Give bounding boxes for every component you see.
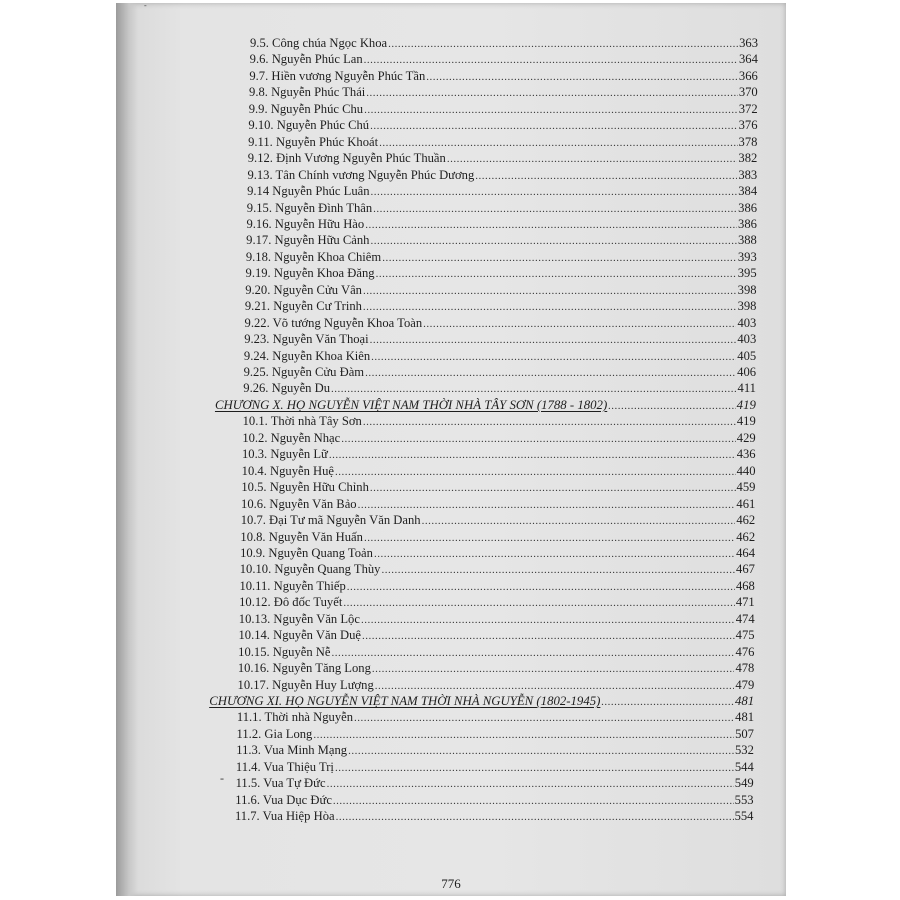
toc-entry-page: 419 (736, 397, 756, 412)
toc-entry-page: 507 (735, 726, 754, 741)
toc-entry-page: 398 (737, 299, 757, 314)
toc-entry-label: CHƯƠNG XI. HỌ NGUYỄN VIỆT NAM THỜI NHÀ NGUYỄN (1802-1945) (209, 694, 601, 708)
toc-entry-row (248, 117, 757, 134)
toc-entry-row (236, 742, 754, 759)
toc-entry-row (246, 265, 757, 282)
toc-entry-page: 395 (737, 266, 757, 281)
dot-leader (348, 743, 734, 760)
toc-entry-row (246, 249, 757, 266)
dot-leader (329, 447, 736, 464)
dot-leader (601, 694, 734, 711)
toc-entry-label: 10.3. Nguyễn Lữ (242, 447, 328, 462)
top-smudge-mark: - (144, 1, 147, 10)
toc-entry-row (238, 660, 755, 677)
dot-leader (341, 431, 736, 448)
toc-entry-label: 9.26. Nguyễn Du (243, 381, 331, 396)
toc-entry-page: 398 (737, 282, 757, 297)
dot-leader (372, 661, 735, 678)
toc-entry-page: 544 (734, 759, 754, 774)
toc-entry-page: 383 (738, 167, 758, 182)
dot-leader (331, 381, 737, 398)
toc-entry-row (239, 594, 755, 611)
toc-entry-row (242, 430, 755, 447)
dot-leader (364, 52, 738, 69)
dot-leader (327, 776, 734, 793)
toc-entry-label: 9.17. Nguyễn Hữu Cảnh (246, 233, 370, 248)
toc-entry-label: 10.11. Nguyễn Thiếp (239, 578, 346, 593)
toc-entry-label: 10.7. Đại Tư mã Nguyễn Văn Danh (240, 513, 421, 528)
dot-leader (335, 464, 736, 481)
toc-entry-label: 11.5. Vua Tự Đức (235, 776, 326, 791)
toc-entry-row (245, 282, 756, 299)
toc-entry-page: 372 (738, 101, 758, 116)
dot-leader (379, 135, 737, 152)
toc-chapter-row (209, 693, 754, 710)
toc-entry-row (236, 759, 754, 776)
toc-entry-label: 9.21. Nguyễn Cư Trinh (244, 299, 362, 314)
toc-entry-page: 462 (736, 529, 756, 544)
toc-entry-row (246, 216, 756, 233)
toc-entry-row (237, 709, 754, 726)
dot-leader (336, 809, 734, 826)
dot-leader (347, 579, 735, 596)
toc-entry-page: 386 (738, 200, 758, 215)
toc-entry-label: 9.23. Nguyễn Văn Thoại (244, 332, 369, 347)
toc-entry-label: 10.6. Nguyễn Văn Bảo (241, 496, 357, 511)
toc-chapter-row (215, 397, 756, 414)
toc-entry-label: 9.10. Nguyễn Phúc Chú (248, 118, 370, 133)
toc-entry-row (249, 101, 758, 118)
dot-leader (370, 118, 738, 135)
toc-entry-label: 9.20. Nguyễn Cửu Vân (245, 282, 362, 297)
toc-entry-label: 10.16. Nguyễn Tăng Long (237, 661, 371, 676)
toc-entry-label: 9.11. Nguyễn Phúc Khoát (248, 134, 379, 149)
toc-entry-page: 370 (738, 85, 758, 100)
toc-entry-label: 9.5. Công chúa Ngọc Khoa (250, 36, 388, 50)
dot-leader (361, 612, 735, 629)
dot-leader (363, 414, 736, 431)
toc-entry-label: 10.13. Nguyễn Văn Lộc (238, 611, 360, 626)
toc-entry-page: 475 (735, 628, 755, 643)
toc-entry-label: 10.2. Nguyễn Nhạc (242, 430, 341, 445)
toc-entry-row (248, 150, 758, 167)
dot-leader (422, 513, 736, 530)
toc-entry-page: 467 (736, 562, 755, 577)
toc-entry-page: 554 (734, 809, 754, 824)
toc-entry-page: 411 (737, 381, 756, 396)
toc-entry-row (241, 512, 755, 529)
toc-entry-row (241, 496, 755, 513)
dot-leader (373, 201, 737, 218)
toc-entry-page: 461 (736, 496, 756, 511)
toc-entry-row (247, 200, 757, 217)
toc-entry-row (236, 775, 754, 792)
toc-entry-row (247, 183, 757, 200)
toc-entry-page: 363 (739, 36, 758, 50)
toc-entry-row (244, 348, 756, 365)
toc-entry-row (242, 463, 756, 480)
toc-entry-label: 9.14 Nguyễn Phúc Luân (247, 184, 370, 199)
toc-entry-label: 11.6. Vua Dục Đức (235, 792, 332, 807)
dot-leader (332, 645, 735, 662)
toc-entry-label: 11.4. Vua Thiệu Trị (235, 759, 334, 774)
toc-entry-label: 9.6. Nguyễn Phúc Lan (249, 52, 363, 67)
toc-entry-label: 11.3. Vua Minh Mạng (236, 743, 348, 758)
dot-leader (362, 628, 735, 645)
dot-leader (313, 727, 734, 744)
toc-entry-page: 474 (735, 611, 755, 626)
toc-entry-label: 10.15. Nguyễn Nễ (238, 644, 331, 659)
toc-entry-label: 10.10. Nguyễn Quang Thùy (239, 562, 381, 577)
stray-ink-mark: - (220, 771, 224, 785)
toc-entry-row (246, 232, 757, 249)
toc-entry-page: 378 (738, 134, 758, 149)
toc-entry-page: 476 (735, 644, 755, 659)
page-number: 776 (441, 876, 461, 891)
toc-entry-label: 10.1. Thời nhà Tây Sơn (242, 414, 362, 429)
toc-entry-row (235, 792, 753, 809)
toc-entry-row (240, 561, 755, 578)
toc-entry-label: 11.1. Thời nhà Nguyễn (236, 710, 354, 725)
dot-leader (423, 316, 736, 333)
toc-entry-row (248, 134, 757, 151)
dot-leader (364, 530, 735, 547)
page-shadow-edge (116, 3, 138, 896)
toc-entry-row (235, 808, 754, 825)
toc-entry-label: 9.24. Nguyễn Khoa Kiên (243, 348, 371, 363)
dot-leader (363, 299, 737, 316)
toc-entry-label: 9.7. Hiền vương Nguyễn Phúc Tần (249, 68, 426, 83)
toc-entry-page: 406 (737, 365, 757, 379)
toc-entry-row (238, 644, 754, 661)
toc-entry-label: 9.22. Võ tướng Nguyễn Khoa Toàn (244, 315, 423, 330)
toc-entry-row (244, 364, 756, 381)
toc-entry-label: CHƯƠNG X. HỌ NGUYỄN VIỆT NAM THỜI NHÀ TÂY SƠN (1788 - 1802) (214, 397, 608, 412)
dot-leader (364, 102, 738, 119)
toc-entry-label: 10.5. Nguyễn Hữu Chỉnh (241, 480, 369, 495)
toc-entry-row (239, 578, 754, 595)
toc-entry-label: 9.15. Nguyễn Đình Thân (246, 200, 373, 215)
toc-entry-page: 468 (735, 578, 755, 593)
toc-entry-page: 384 (738, 184, 758, 199)
toc-entry-page: 366 (738, 68, 758, 83)
toc-entry-row (249, 84, 758, 101)
toc-entry-label: 10.9. Nguyễn Quang Toản (240, 545, 373, 560)
toc-entry-page: 440 (736, 463, 756, 478)
dot-leader (426, 69, 738, 86)
toc-entry-label: 9.19. Nguyễn Khoa Đăng (245, 266, 375, 281)
toc-entry-page: 393 (737, 249, 757, 264)
toc-entry-label: 9.9. Nguyễn Phúc Chu (248, 101, 364, 116)
dot-leader (381, 562, 735, 579)
toc-entry-page: 549 (734, 776, 754, 791)
toc-entry-page: 553 (734, 792, 754, 807)
toc-entry-row (243, 380, 756, 397)
toc-entry-row (250, 51, 758, 68)
dot-leader (366, 85, 738, 102)
toc-entry-row (241, 479, 755, 496)
toc-entry-row (245, 298, 757, 315)
dot-leader (343, 595, 735, 612)
toc-entry-row (237, 726, 754, 743)
toc-entry-row (239, 611, 755, 628)
toc-entry-page: 376 (738, 118, 758, 133)
dot-leader (358, 497, 736, 514)
toc-entry-label: 9.18. Nguyễn Khoa Chiêm (245, 249, 382, 264)
dot-leader (363, 283, 737, 300)
toc-entry-label: 9.25. Nguyễn Cửu Đàm (243, 365, 365, 379)
toc-entry-page: 464 (736, 545, 756, 560)
toc-entry-label: 11.7. Vua Hiệp Hòa (234, 809, 335, 824)
toc-entry-row (247, 167, 757, 184)
dot-leader (365, 365, 736, 382)
toc-entry-row (240, 529, 755, 546)
dot-leader (354, 710, 734, 727)
toc-entry-page: 364 (739, 52, 758, 67)
toc-entry-row (245, 315, 757, 332)
dot-leader (370, 332, 737, 349)
toc-entry-label: 10.17. Nguyễn Huy Lượng (237, 677, 374, 692)
toc-entry-label: 9.12. Định Vương Nguyễn Phúc Thuần (247, 151, 446, 166)
toc-entry-row (238, 627, 754, 644)
toc-entry-row (240, 545, 755, 562)
toc-entry-page: 382 (738, 151, 758, 166)
dot-leader (371, 184, 738, 201)
toc-entry-page: 403 (737, 332, 757, 347)
dot-leader (375, 678, 735, 695)
toc-entry-row (242, 446, 756, 463)
toc-entry-row (244, 331, 756, 348)
toc-entry-label: 10.14. Nguyễn Văn Duệ (238, 628, 362, 643)
toc-entry-page: 479 (735, 677, 755, 692)
toc-entry-page: 403 (737, 315, 757, 330)
dot-leader (447, 151, 738, 168)
toc-entry-page: 481 (735, 710, 755, 725)
dot-leader (382, 250, 737, 267)
toc-entry-page: 388 (737, 233, 757, 248)
dot-leader (374, 546, 735, 563)
toc-entry-page: 436 (736, 447, 756, 462)
toc-entry-page: 429 (736, 430, 756, 445)
toc-entry-page: 419 (736, 414, 756, 429)
toc-entry-page: 405 (737, 348, 757, 363)
toc-entry-row (250, 35, 758, 52)
toc-entry-label: 10.8. Nguyễn Văn Huấn (240, 529, 363, 544)
dot-leader (333, 793, 734, 810)
toc-entry-label: 9.13. Tân Chính vương Nguyễn Phúc Dương (247, 167, 475, 182)
toc-entry-row (249, 68, 757, 85)
dot-leader (370, 480, 736, 497)
toc-entry-label: 9.8. Nguyễn Phúc Thái (249, 85, 366, 100)
dot-leader (370, 233, 736, 250)
toc-entry-page: 462 (736, 513, 756, 528)
toc-entry-row (243, 413, 756, 430)
dot-leader (388, 36, 738, 53)
dot-leader (335, 760, 734, 777)
toc-entry-label: 10.4. Nguyễn Huệ (241, 463, 335, 478)
dot-leader (608, 398, 735, 415)
toc-entry-page: 459 (736, 480, 756, 495)
dot-leader (365, 217, 737, 234)
dot-leader (371, 349, 736, 366)
toc-entry-label: 10.12. Đô đốc Tuyết (239, 595, 343, 610)
toc-entry-label: 11.2. Gia Long (236, 726, 313, 741)
book-page (116, 3, 786, 896)
toc-entry-row (238, 677, 755, 694)
toc-entry-page: 532 (734, 743, 754, 758)
dot-leader (475, 168, 737, 185)
dot-leader (376, 266, 737, 283)
toc-entry-label: 9.16. Nguyễn Hữu Hào (246, 216, 365, 231)
toc-entry-page: 386 (738, 216, 757, 231)
toc-entry-page: 478 (735, 661, 755, 676)
toc-entry-page: 471 (735, 595, 755, 610)
toc-entry-page: 481 (734, 694, 755, 708)
